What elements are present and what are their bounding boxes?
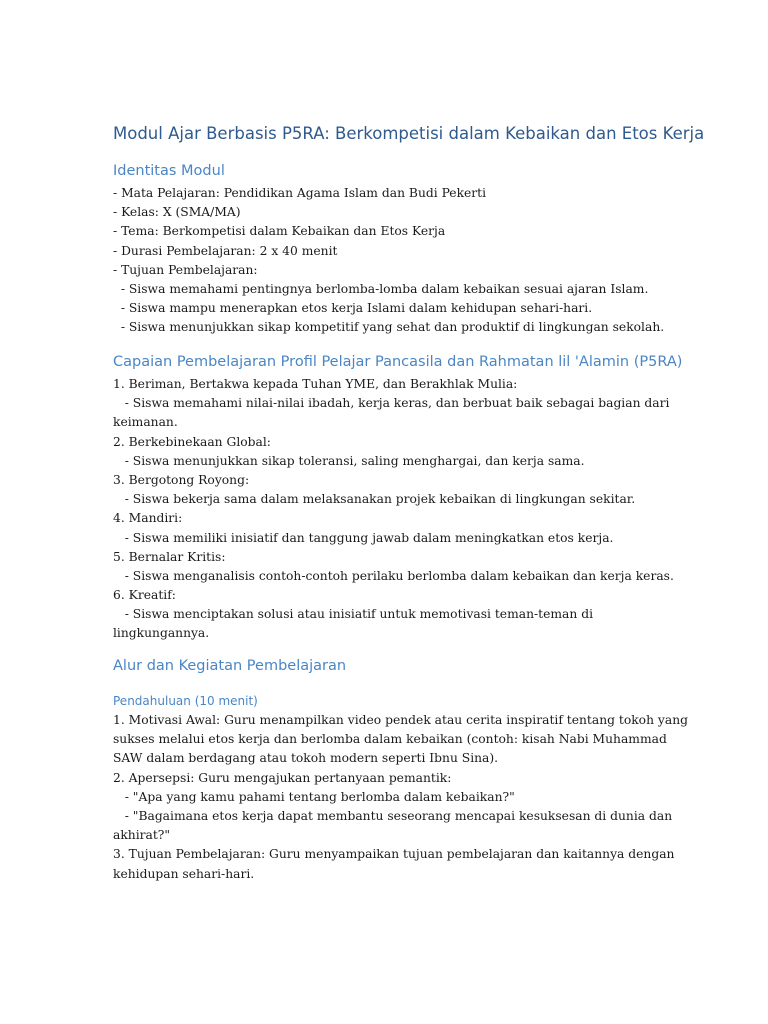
list-item: - "Apa yang kamu pahami tentang berlomba dalam kebaikan?" [113, 789, 515, 804]
list-item: SAW dalam berdagang atau tokoh modern seperti Ibnu Sina). [113, 751, 499, 766]
list-item: - Kelas: X (SMA/MA) [113, 205, 241, 220]
list-item: 1. Motivasi Awal: Guru menampilkan video pendek atau cerita inspiratif tentang tokoh yang [113, 713, 688, 727]
list-item: - Siswa menciptakan solusi atau inisiatif untuk memotivasi teman-teman di [113, 607, 593, 622]
list-item: keimanan. [113, 415, 178, 430]
list-item: kehidupan sehari-hari. [113, 866, 255, 881]
list-item: akhirat?" [113, 828, 171, 843]
list-item: - Siswa menganalisis contoh-contoh perilaku berlomba dalam kebaikan dan kerja keras. [113, 568, 674, 583]
identitas-list [113, 184, 665, 338]
heading-capaian-pembelajaran: Capaian Pembelajaran Profil Pelajar Pancasila dan Rahmatan lil 'Alamin (P5RA) [113, 354, 683, 370]
list-item: - Siswa memahami nilai-nilai ibadah, kerja keras, dan berbuat baik sebagai bagian dari [113, 396, 670, 411]
subheading-pendahuluan: Pendahuluan (10 menit) [113, 694, 258, 708]
list-item: sukses melalui etos kerja dan berlomba dalam kebaikan (contoh: kisah Nabi Muhammad [113, 732, 667, 747]
list-item: 4. Mandiri: [113, 511, 183, 526]
document-title: Modul Ajar Berbasis P5RA: Berkompetisi dalam Kebaikan dan Etos Kerja [113, 124, 705, 143]
list-item: - Tema: Berkompetisi dalam Kebaikan dan Etos Kerja [113, 224, 446, 239]
heading-identitas-modul: Identitas Modul [113, 163, 225, 179]
list-item: - Siswa memiliki inisiatif dan tanggung jawab dalam meningkatkan etos kerja. [113, 530, 614, 545]
list-item: lingkungannya. [113, 626, 210, 641]
list-item: 3. Tujuan Pembelajaran: Guru menyampaikan tujuan pembelajaran dan kaitannya dengan [113, 847, 675, 862]
list-item: - Durasi Pembelajaran: 2 x 40 menit [113, 243, 338, 258]
list-item: - Siswa mampu menerapkan etos kerja Islami dalam kehidupan sehari-hari. [113, 301, 593, 316]
list-item: - "Bagaimana etos kerja dapat membantu seseorang mencapai kesuksesan di dunia dan [113, 808, 673, 823]
list-item: 1. Beriman, Bertakwa kepada Tuhan YME, dan Berakhlak Mulia: [113, 377, 518, 391]
list-item: 6. Kreatif: [113, 588, 176, 603]
list-item: - Siswa memahami pentingnya berlomba-lomba dalam kebaikan sesuai ajaran Islam. [113, 281, 649, 296]
list-item: - Siswa bekerja sama dalam melaksanakan projek kebaikan di lingkungan sekitar. [113, 492, 636, 507]
list-item: 5. Bernalar Kritis: [113, 549, 226, 564]
list-item: - Mata Pelajaran: Pendidikan Agama Islam dan Budi Pekerti [113, 186, 487, 200]
alur-list [113, 711, 688, 884]
list-item: 2. Berkebinekaan Global: [113, 434, 271, 449]
list-item: - Siswa menunjukkan sikap toleransi, saling menghargai, dan kerja sama. [113, 453, 585, 468]
list-item: 2. Apersepsi: Guru mengajukan pertanyaan pemantik: [113, 770, 452, 785]
list-item: - Tujuan Pembelajaran: [113, 262, 258, 277]
list-item: 3. Bergotong Royong: [113, 472, 250, 487]
heading-alur-kegiatan: Alur dan Kegiatan Pembelajaran [113, 658, 347, 674]
list-item: - Siswa menunjukkan sikap kompetitif yang sehat dan produktif di lingkungan sekolah. [113, 320, 665, 335]
capaian-list [113, 375, 674, 644]
